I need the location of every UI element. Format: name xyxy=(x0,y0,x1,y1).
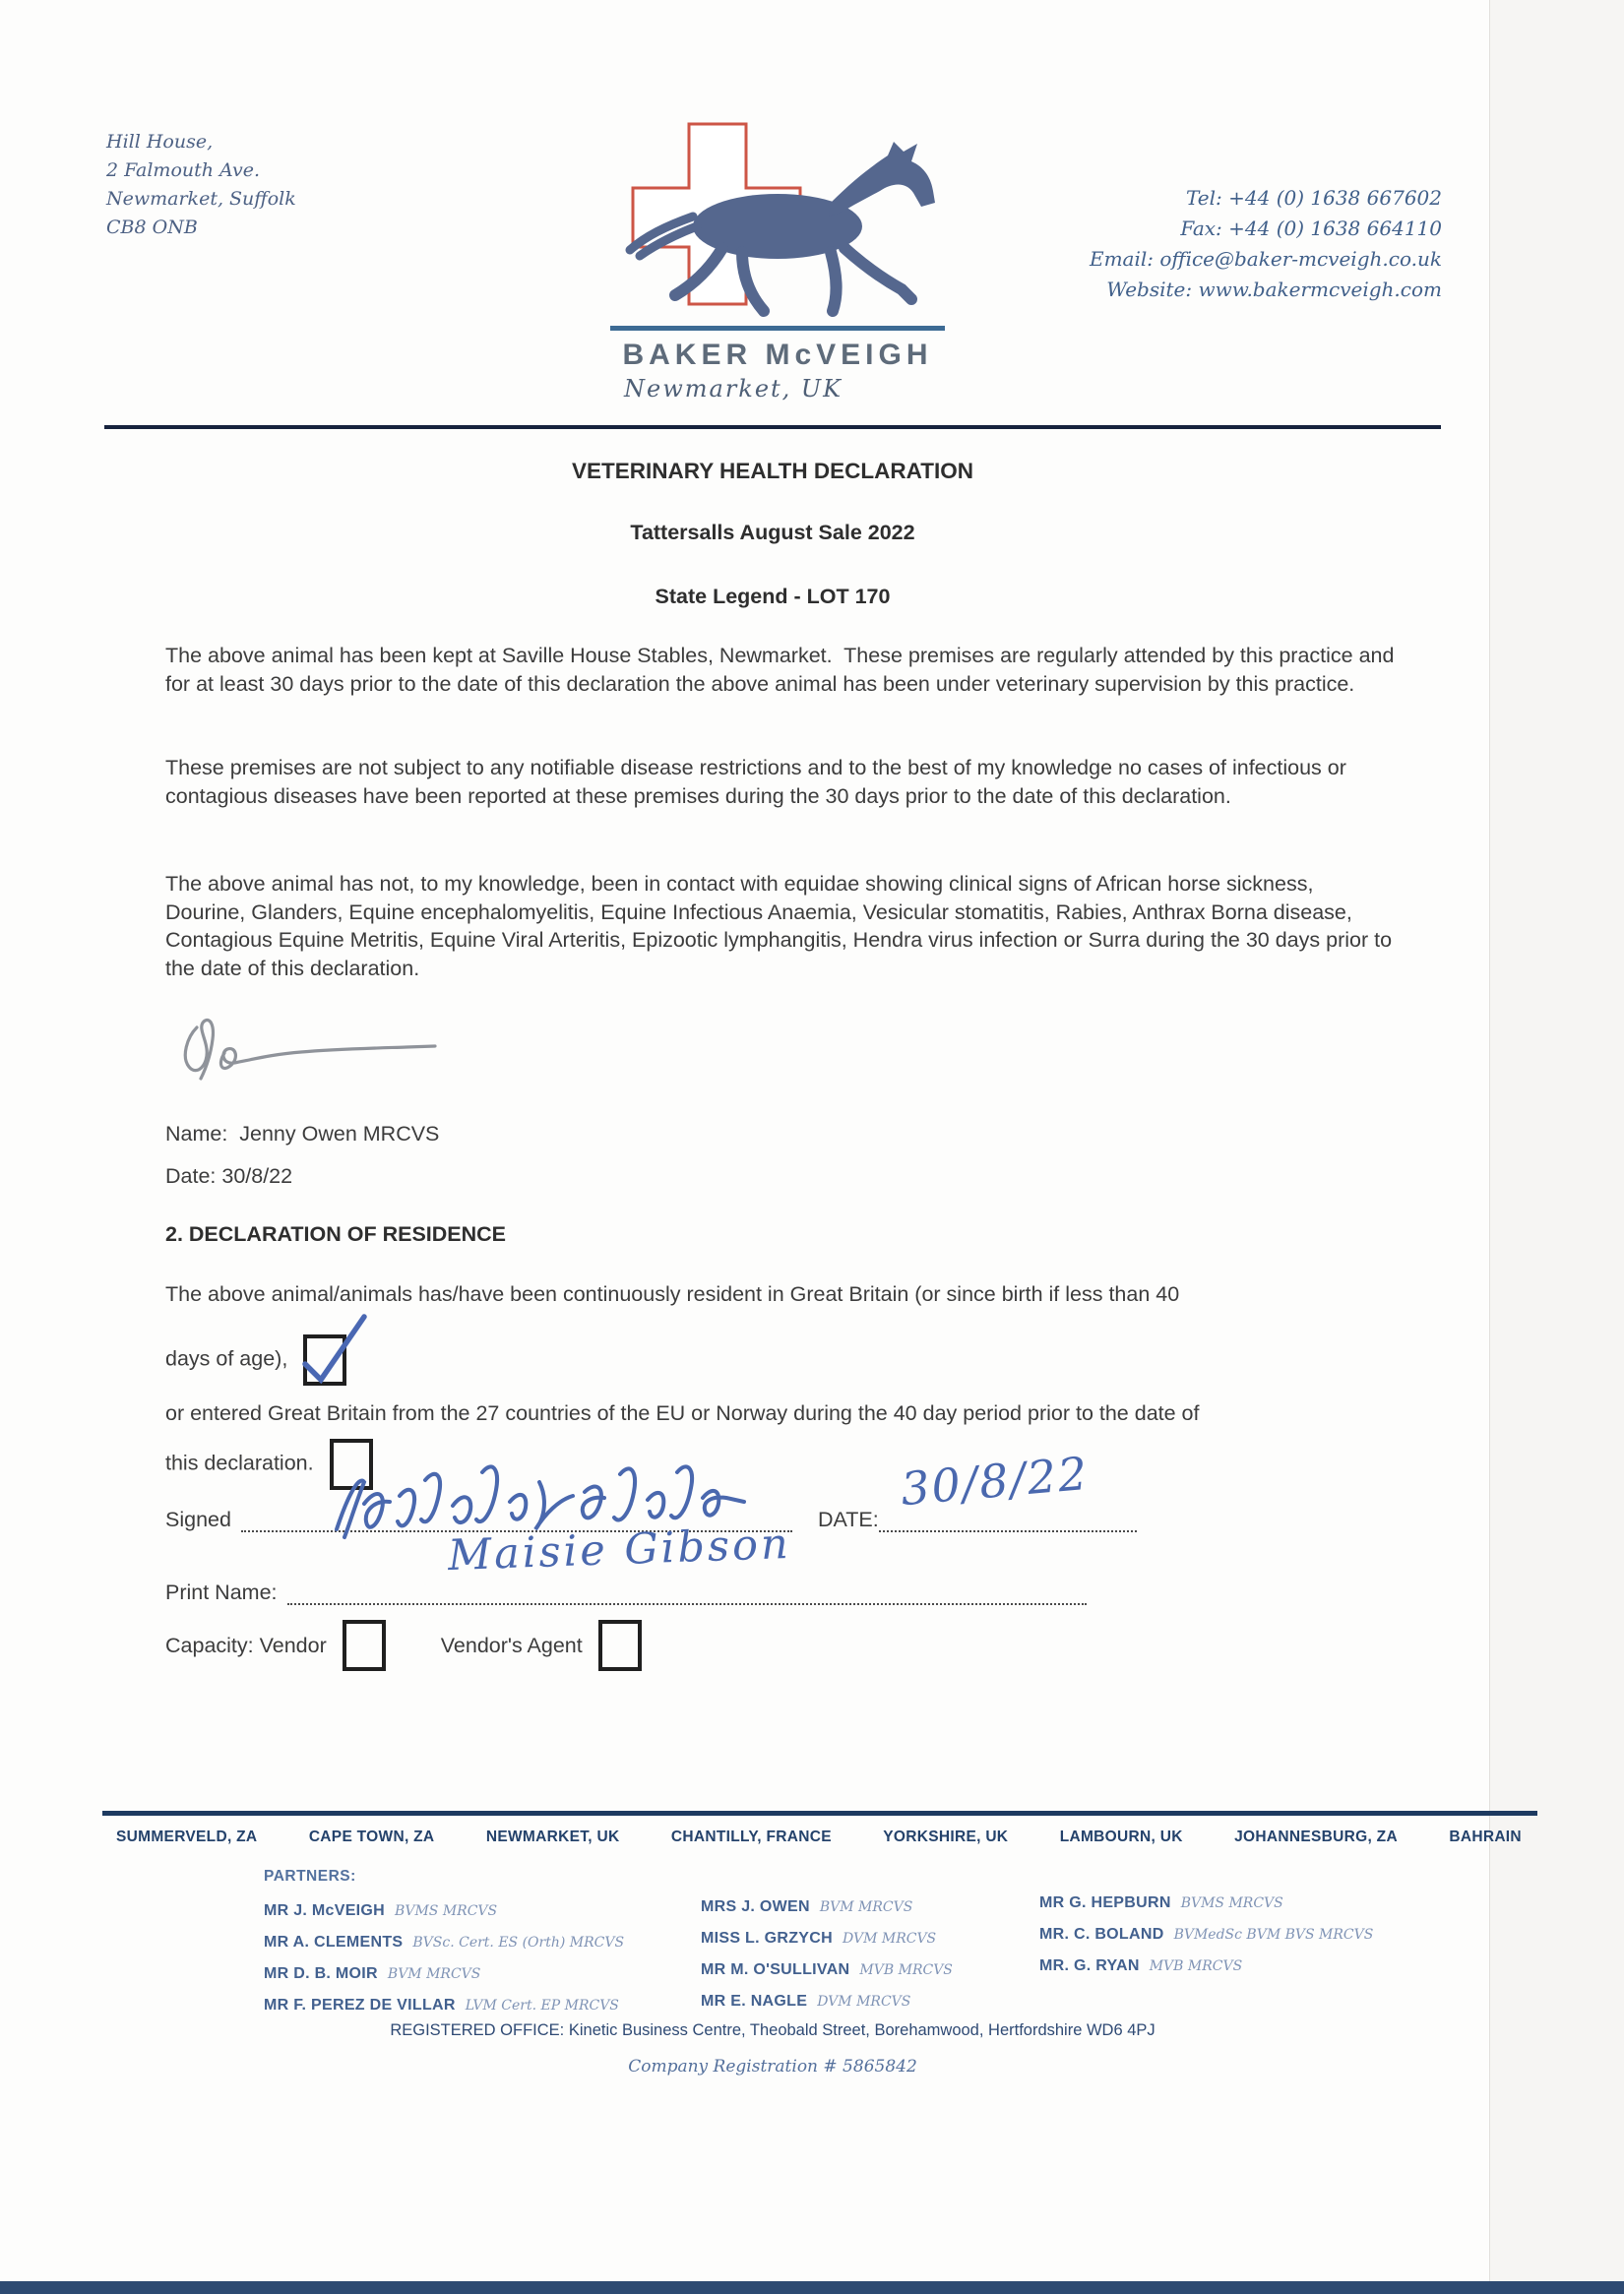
address-line: CB8 ONB xyxy=(106,217,198,238)
partner-row: MR. C. BOLAND BVMedSc BVM BVS MRCVS xyxy=(1039,1926,1374,1943)
capacity-vendor-label: Capacity: Vendor xyxy=(165,1633,327,1657)
residence-option1-text2: days of age), xyxy=(165,1346,288,1371)
horse-icon xyxy=(630,142,935,311)
letterhead-address xyxy=(106,128,296,242)
partner-row: MR J. McVEIGH BVMS MRCVS xyxy=(264,1902,498,1919)
location-item: CAPE TOWN, ZA xyxy=(308,1829,435,1845)
partner-row: MR F. PEREZ DE VILLAR LVM Cert. EP MRCVS xyxy=(264,1997,619,2014)
partner-row: MR D. B. MOIR BVM MRCVS xyxy=(264,1965,481,1982)
residence-option2-text: or entered Great Britain from the 27 countries of the EU or Norway during the 40 day period prior to the date of xyxy=(165,1401,1200,1425)
location-item: CHANTILLY, FRANCE xyxy=(670,1829,832,1845)
location-item: JOHANNESBURG, ZA xyxy=(1234,1829,1398,1845)
logo-location: Newmarket, UK xyxy=(624,375,843,403)
partner-row: MISS L. GRZYCH DVM MRCVS xyxy=(701,1930,937,1947)
declaration-paragraph-2: These premises are not subject to any notifiable disease restrictions and to the best of my knowledge no cases of infectious or contagious diseases have been reported at these premises during the 30 days prior to the date of this declaration. xyxy=(165,756,1352,808)
declaration-paragraph-1: The above animal has been kept at Saville House Stables, Newmarket. These premises are regularly attended by this practice and for at least 30 days prior to the date of this declaration the above animal has been under veterinary supervision by this practice. xyxy=(165,644,1401,696)
contact-fax: Fax: +44 (0) 1638 664110 xyxy=(1180,217,1442,240)
tick-mark-icon xyxy=(297,1309,372,1394)
partner-row: MR M. O'SULLIVAN MVB MRCVS xyxy=(701,1961,953,1978)
partner-row: MR G. HEPBURN BVMS MRCVS xyxy=(1039,1894,1283,1911)
vet-signature xyxy=(175,1012,451,1100)
registered-office-line: REGISTERED OFFICE: Kinetic Business Centre, Theobald Street, Borehamwood, Hertfordshire WD6 4PJ xyxy=(390,2021,1156,2039)
handwritten-print-name: Maisie Gibson xyxy=(447,1519,792,1581)
residence-option1-checkbox xyxy=(303,1334,346,1386)
partner-row: MR E. NAGLE DVM MRCVS xyxy=(701,1993,911,2010)
scan-edge-artifact xyxy=(1489,0,1624,2294)
declaration-paragraph-3: The above animal has not, to my knowledge, been in contact with equidae showing clinical signs of African horse sickness, Dourine, Glanders, Equine encephalomyelitis, Equine Infectious Anaemia, Vesicular stomatitis, Rabies, Anthrax Borna disease, Contagious Equine Metritis, Equine Viral Arteritis, Epizootic lymphangitis, Hendra virus infection or Surra during the 30 days prior to the date of this declaration. xyxy=(165,872,1399,980)
document-title: VETERINARY HEALTH DECLARATION xyxy=(572,459,973,483)
handwritten-date: 30/8/22 xyxy=(899,1446,1092,1517)
capacity-vendor-checkbox xyxy=(343,1620,386,1671)
contact-email: Email: office@baker-mcveigh.co.uk xyxy=(1089,247,1442,271)
print-name-dotted-line xyxy=(287,1581,1087,1605)
print-name-label: Print Name: xyxy=(165,1581,278,1604)
location-item: SUMMERVELD, ZA xyxy=(116,1829,258,1845)
logo-art xyxy=(612,83,943,319)
scan-bottom-bar-artifact xyxy=(0,2281,1624,2294)
partners-column-2 xyxy=(701,1891,953,2017)
residence-option1-row xyxy=(165,1334,346,1386)
date-label: DATE: xyxy=(817,1508,879,1531)
contact-tel: Tel: +44 (0) 1638 667602 xyxy=(1186,186,1442,210)
print-name-row xyxy=(165,1581,1130,1605)
capacity-row xyxy=(165,1620,642,1671)
location-item: YORKSHIRE, UK xyxy=(883,1829,1009,1845)
logo-divider xyxy=(610,326,945,331)
address-line: 2 Falmouth Ave. xyxy=(106,159,260,181)
footer-divider xyxy=(102,1811,1537,1816)
vet-name-line: Name: Jenny Owen MRCVS xyxy=(165,1122,440,1146)
partner-row: MR. G. RYAN MVB MRCVS xyxy=(1039,1957,1243,1974)
contact-website: Website: www.bakermcveigh.com xyxy=(1106,278,1442,301)
partner-row: MR A. CLEMENTS BVSc. Cert. ES (Orth) MRCVS xyxy=(264,1934,625,1951)
vet-date-line: Date: 30/8/22 xyxy=(165,1164,293,1188)
office-locations xyxy=(116,1829,1522,1846)
letterhead-contact xyxy=(984,183,1442,305)
partners-column-3 xyxy=(1039,1888,1373,1982)
location-item: BAHRAIN xyxy=(1449,1829,1522,1845)
location-item: LAMBOURN, UK xyxy=(1059,1829,1183,1845)
lot-title: State Legend - LOT 170 xyxy=(655,585,891,608)
sale-title: Tattersalls August Sale 2022 xyxy=(630,521,915,544)
partners-heading: PARTNERS: xyxy=(264,1868,356,1885)
signed-label: Signed xyxy=(165,1508,231,1531)
vendors-agent-checkbox xyxy=(598,1620,642,1671)
company-registration-line: Company Registration # 5865842 xyxy=(628,2057,917,2077)
vendors-agent-label: Vendor's Agent xyxy=(440,1633,583,1657)
residence-section-heading: 2. DECLARATION OF RESIDENCE xyxy=(165,1222,507,1246)
residence-option2-text2: this declaration. xyxy=(165,1451,314,1475)
header-divider xyxy=(104,425,1441,429)
location-item: NEWMARKET, UK xyxy=(485,1829,620,1845)
address-line: Newmarket, Suffolk xyxy=(106,188,296,210)
partner-row: MRS J. OWEN BVM MRCVS xyxy=(701,1898,913,1915)
residence-option1-text: The above animal/animals has/have been continuously resident in Great Britain (or since birth if less than 40 xyxy=(165,1282,1180,1306)
address-line: Hill House, xyxy=(106,131,214,153)
logo-brand-name: BAKER McVEIGH xyxy=(622,339,933,371)
partners-column-1 xyxy=(264,1895,624,2021)
clinic-logo xyxy=(610,83,945,403)
